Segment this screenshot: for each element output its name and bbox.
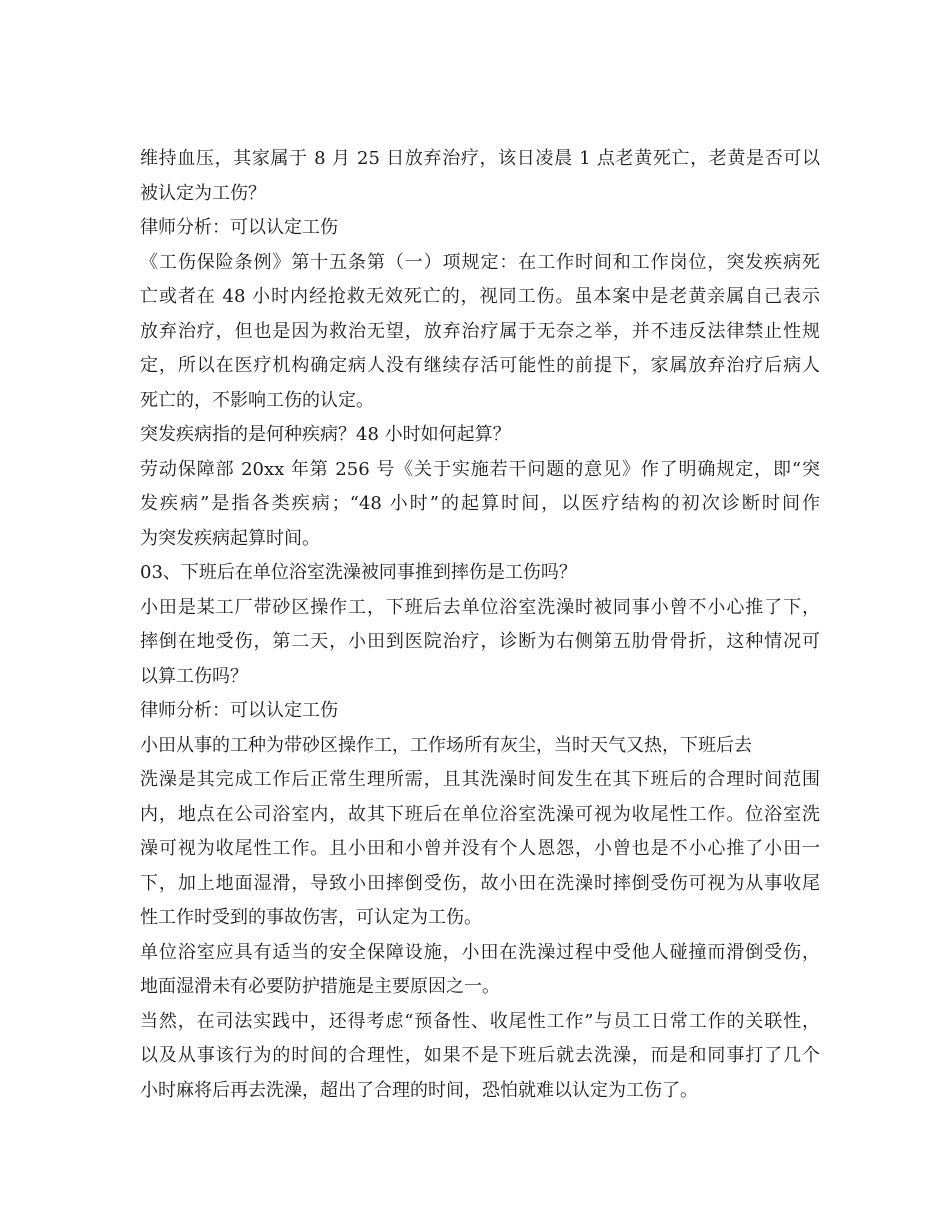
body-text-line: 被认定为工伤？ (140, 182, 266, 204)
body-text-line: 内，地点在公司浴室内，故其下班后在单位浴室洗澡可视为收尾性工作。位浴室洗 (140, 803, 820, 825)
body-text-line: 小田是某工厂带砂区操作工，下班后去单位浴室洗澡时被同事小曾不小心推了下， (140, 596, 820, 618)
body-text-line: 下，加上地面湿滑，导致小田摔倒受伤，故小田在洗澡时摔倒受伤可视为从事收尾 (140, 872, 820, 894)
body-text-line: 地面湿滑未有必要防护措施是主要原因之一。 (140, 976, 500, 997)
body-text-line: 为突发疾病起算时间。 (140, 527, 320, 549)
body-text-line: 当然，在司法实践中，还得考虑“预备性、收尾性工作”与员工日常工作的关联性， (140, 1010, 820, 1032)
section-heading: 03、下班后在单位浴室洗澡被同事推到摔伤是工伤吗？ (140, 562, 577, 583)
analysis-heading: 律师分析：可以认定工伤 (140, 217, 338, 238)
body-text-line: 澡可视为收尾性工作。且小田和小曾并没有个人恩怨，小曾也是不小心推了小田一 (140, 838, 820, 859)
body-text-line: 以算工伤吗？ (140, 665, 248, 687)
body-text-line: 《工伤保险条例》第十五条第（一）项规定：在工作时间和工作岗位，突发疾病死 (140, 251, 820, 273)
body-text-line: 性工作时受到的事故伤害，可认定为工伤。 (140, 907, 482, 928)
question-line: 突发疾病指的是何种疾病？48 小时如何起算？ (140, 424, 511, 445)
document-body (140, 142, 820, 1108)
body-text-line: 劳动保障部 20xx 年第 256 号《关于实施若干问题的意见》作了明确规定，即“突 (140, 458, 820, 480)
body-text-line: 单位浴室应具有适当的安全保障设施，小田在洗澡过程中受他人碰撞而滑倒受伤， (140, 941, 820, 963)
body-text-line: 以及从事该行为的时间的合理性，如果不是下班后就去洗澡，而是和同事打了几个 (140, 1045, 820, 1066)
body-text-line: 小田从事的工种为带砂区操作工，工作场所有灰尘，当时天气又热，下班后去 (140, 734, 752, 756)
body-text-line: 小时麻将后再去洗澡，超出了合理的时间，恐怕就难以认定为工伤了。 (140, 1079, 698, 1101)
body-text-line: 放弃治疗，但也是因为救治无望，放弃治疗属于无奈之举，并不违反法律禁止性规 (140, 320, 820, 342)
body-text-line: 发疾病”是指各类疾病；“48 小时”的起算时间，以医疗结构的初次诊断时间作 (140, 493, 820, 514)
body-text-line: 摔倒在地受伤，第二天，小田到医院治疗，诊断为右侧第五肋骨骨折，这种情况可 (140, 631, 820, 652)
body-text-line: 亡或者在 48 小时内经抢救无效死亡的，视同工伤。虽本案中是老黄亲属自己表示 (140, 286, 820, 307)
body-text-line: 维持血压，其家属于 8 月 25 日放弃治疗，该日凌晨 1 点老黄死亡，老黄是否可以 (140, 148, 820, 169)
analysis-heading: 律师分析：可以认定工伤 (140, 700, 338, 721)
body-text-line: 死亡的，不影响工伤的认定。 (140, 389, 374, 411)
body-text-line: 定，所以在医疗机构确定病人没有继续存活可能性的前提下，家属放弃治疗后病人 (140, 355, 820, 376)
body-text-line: 洗澡是其完成工作后正常生理所需，且其洗澡时间发生在其下班后的合理时间范围 (140, 769, 820, 790)
